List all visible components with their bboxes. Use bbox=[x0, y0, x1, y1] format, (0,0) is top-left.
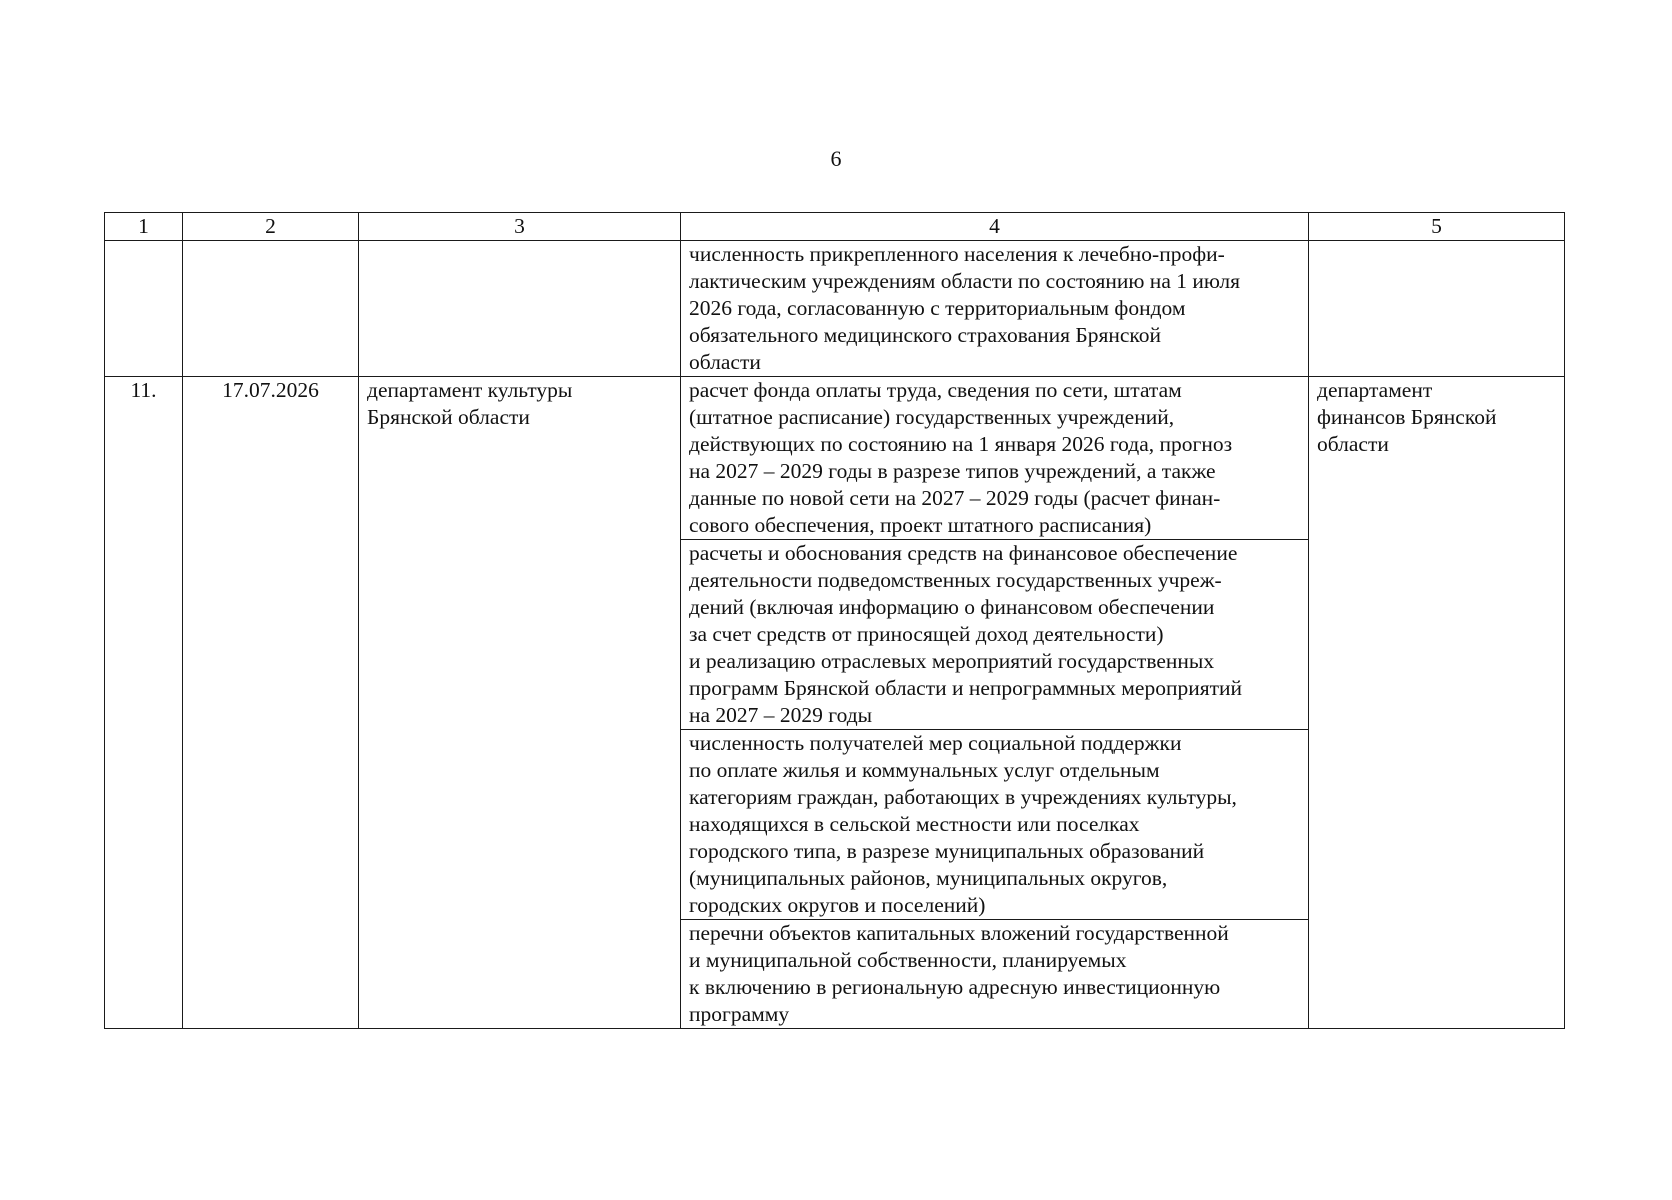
table-row-11-item-1 bbox=[105, 377, 1565, 540]
header-col-3: 3 bbox=[359, 213, 681, 241]
receiver-name: департамент финансов Брянской области bbox=[1317, 378, 1497, 456]
continuation-col-5 bbox=[1309, 241, 1565, 377]
header-row bbox=[105, 213, 1565, 241]
continuation-col-3 bbox=[359, 241, 681, 377]
continuation-row bbox=[105, 241, 1565, 377]
requirement-cell-1 bbox=[681, 377, 1309, 540]
continuation-col-2 bbox=[183, 241, 359, 377]
continuation-requirement-text: численность прикрепленного населения к лечебно-профи- лактическим учреждениям области по состоянию на 1 июля 2026 года, согласованную с территориальным фондом обязательного медицинского страхования Брянской области bbox=[689, 242, 1241, 374]
row-number: 11. bbox=[130, 378, 157, 402]
requirement-text-4: перечни объектов капитальных вложений государственной и муниципальной собственности, планируемых к включению в региональную адресную инвестиционную программу bbox=[689, 921, 1229, 1026]
header-col-2: 2 bbox=[183, 213, 359, 241]
date-cell bbox=[183, 377, 359, 1029]
continuation-col-1 bbox=[105, 241, 183, 377]
submitter-cell bbox=[359, 377, 681, 1029]
requirement-text-2: расчеты и обоснования средств на финансовое обеспечение деятельности подведомственных государственных учреж- дений (включая информацию о финансовом обеспечении за счет средств от приносящей доход деятельности) и реализацию отраслевых мероприятий государственных программ Брянской области и непрограммных мероприятий на 2027 – 2029 годы bbox=[689, 541, 1243, 727]
schedule-table bbox=[104, 212, 1565, 1029]
requirement-cell-4 bbox=[681, 920, 1309, 1029]
continuation-col-4 bbox=[681, 241, 1309, 377]
receiver-cell bbox=[1309, 377, 1565, 1029]
page-number: 6 bbox=[830, 146, 842, 171]
requirement-text-3: численность получателей мер социальной поддержки по оплате жилья и коммунальных услуг отдельным категориям граждан, работающих в учреждениях культуры, находящихся в сельской местности или поселках городского типа, в разрезе муниципальных образований (муниципальных районов, муниципальных округов, городских округов и поселений) bbox=[689, 731, 1237, 917]
header-col-4: 4 bbox=[681, 213, 1309, 241]
header-col-1: 1 bbox=[105, 213, 183, 241]
submission-date: 17.07.2026 bbox=[222, 378, 319, 402]
header-col-5: 5 bbox=[1309, 213, 1565, 241]
row-number-cell bbox=[105, 377, 183, 1029]
requirement-cell-2 bbox=[681, 540, 1309, 730]
requirement-text-1: расчет фонда оплаты труда, сведения по сети, штатам (штатное расписание) государственных учреждений, действующих по состоянию на 1 января 2026 года, прогноз на 2027 – 2029 годы в разрезе типов учреждений, а также данные по новой сети на 2027 – 2029 годы (расчет финан- сового обеспечения, проект штатного расписания) bbox=[689, 378, 1233, 537]
requirement-cell-3 bbox=[681, 730, 1309, 920]
submitter-name: департамент культуры Брянской области bbox=[367, 378, 573, 429]
